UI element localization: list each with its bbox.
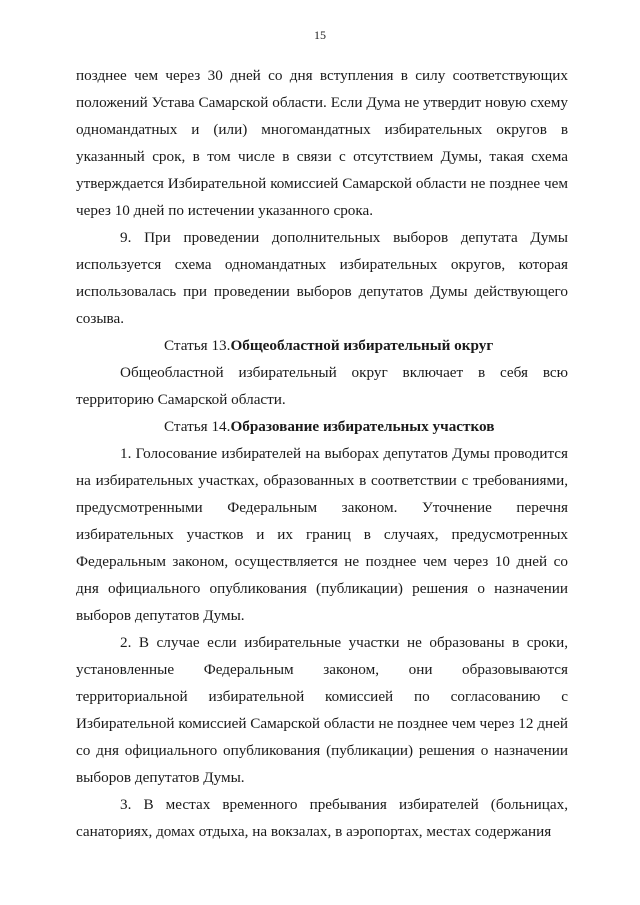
article-14-number: Статья 14. bbox=[164, 418, 231, 435]
article-13-heading bbox=[76, 332, 568, 359]
article-13-title: Общеобластной избирательный округ bbox=[230, 337, 494, 354]
paragraph-9: 9. При проведении дополнительных выборов депутата Думы используется схема одномандатных избирательных округов, которая использовалась при проведении выборов депутатов Думы действующего созыва. bbox=[76, 229, 568, 327]
article-14-paragraph-1: 1. Голосование избирателей на выборах депутатов Думы проводится на избирательных участках, образованных в соответствии с требованиями, предусмотренными Федеральным законом. Уточнение перечня избирательных участков и их границ в случаях, предусмотренных Федеральным законом, осуществляется не позднее чем через 10 дней со дня официального опубликования (публикации) решения о назначении выборов депутатов Думы. bbox=[76, 445, 568, 624]
article-13-text: Общеобластной избирательный округ включает в себя всю территорию Самарской области. bbox=[76, 364, 568, 408]
article-14-title: Образование избирательных участков bbox=[230, 418, 495, 435]
continued-paragraph: позднее чем через 30 дней со дня вступления в силу соответствующих положений Устава Самарской области. Если Дума не утвердит новую схему одномандатных и (или) многомандатных избирательных округов в указанный срок, в том числе в связи с отсутствием Думы, такая схема утверждается Избирательной комиссией Самарской области не позднее чем через 10 дней по истечении указанного срока. bbox=[76, 67, 568, 219]
article-13-number: Статья 13. bbox=[164, 337, 231, 354]
document-body bbox=[76, 62, 568, 845]
article-14-paragraph-3: 3. В местах временного пребывания избирателей (больницах, санаториях, домах отдыха, на вокзалах, в аэропортах, местах содержания bbox=[76, 796, 568, 840]
article-14-paragraph-2: 2. В случае если избирательные участки не образованы в сроки, установленные Федеральным законом, они образовываются территориальной избирательной комиссией по согласованию с Избирательной комиссией Самарской области не позднее чем через 12 дней со дня официального опубликования (публикации) решения о назначении выборов депутатов Думы. bbox=[76, 634, 568, 786]
article-14-heading bbox=[76, 413, 568, 440]
page-number: 15 bbox=[314, 28, 326, 42]
